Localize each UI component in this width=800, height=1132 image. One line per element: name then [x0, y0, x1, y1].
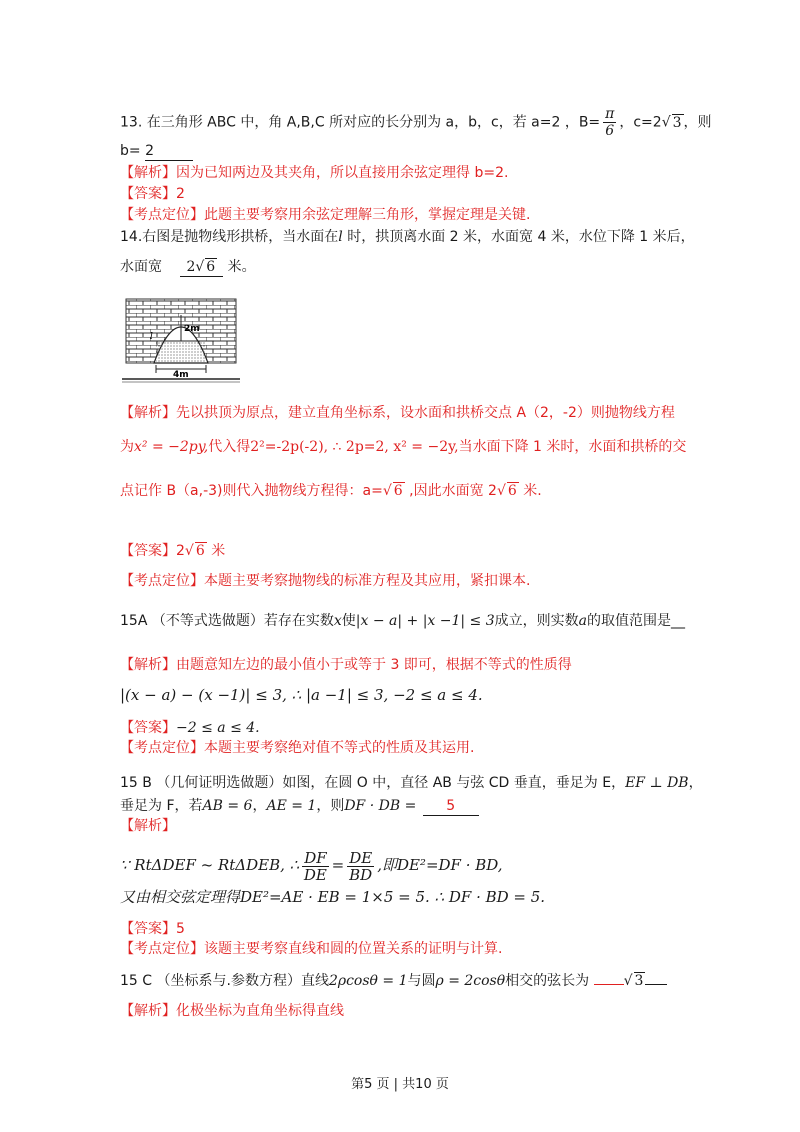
- label-4m: 4m: [173, 370, 189, 380]
- q15b-stem-2: 垂足为 F，若AB = 6，AE = 1，则DF · DB = 5: [120, 795, 479, 817]
- fraction-de-bd: $\frac{DE}{BD}$: [349, 848, 373, 884]
- q14-jiexi-3: 点记作 B（a,-3)则代入抛物线方程得：a=√ 6 ,因此水面宽 2√ 6 米.: [120, 483, 542, 499]
- q15a-kaodian: 【考点定位】本题主要考察绝对值不等式的性质及其运用.: [120, 740, 475, 756]
- q14-jiexi-2: 为x² = −2py,代入得2²=-2p(-2), ∴ 2p=2, x² = −2y,当水面下降 1 米时，水面和拱桥的交: [120, 439, 687, 455]
- q15b-jiexi: 【解析】: [120, 818, 176, 834]
- q13-answer-line: b= 2: [120, 140, 193, 162]
- q14-jiexi-1: 【解析】先以拱顶为原点，建立直角坐标系，设水面和拱桥交点 A（2，-2）则抛物线方程: [120, 405, 675, 421]
- q14-daan: 【答案】2√ 6 米: [120, 543, 226, 559]
- q15a-jiexi: 【解析】由题意知左边的最小值小于或等于 3 即可，根据不等式的性质得: [120, 657, 572, 673]
- label-2m: 2m: [184, 324, 200, 334]
- q14-stem-1: 14.右图是抛物线形拱桥，当水面在l 时，拱顶离水面 2 米，水面宽 4 米，水位下降 1 米后，: [120, 229, 695, 245]
- sqrt-symbol: √: [661, 114, 671, 131]
- sqrt-symbol: √: [195, 259, 205, 275]
- q14-kaodian: 【考点定位】本题主要考察抛物线的标准方程及其应用，紧扣课本.: [120, 573, 531, 589]
- q15c-blank-right: [645, 984, 667, 985]
- q15a-daan: 【答案】−2 ≤ a ≤ 4.: [120, 720, 260, 736]
- q15c-stem: 15 C （坐标系与.参数方程）直线2ρcosθ = 1与圆ρ = 2cosθ相交的弦长为 √ 3: [120, 970, 667, 992]
- q15b-daan: 【答案】5: [120, 921, 185, 937]
- sqrt-symbol: √: [382, 483, 392, 499]
- q13-stem: 13. 在三角形 ABC 中，角 A,B,C 所对应的长分别为 a，b，c，若 a=2 ，B= $\frac{\pi}{6}$ ，c=2√ 3 ，则: [120, 106, 712, 139]
- q15b-eq-1: ∵ RtΔDEF ~ RtΔDEB, ∴ $\frac{DF}{DE}$ = $\frac{DE}{BD}$ ,即DE²=DF · BD,: [120, 848, 503, 884]
- sqrt-symbol: √: [184, 543, 194, 559]
- q13-daan: 【答案】2: [120, 186, 185, 202]
- q13-kaodian: 【考点定位】此题主要考察用余弦定理解三角形，掌握定理是关键.: [120, 207, 531, 223]
- q15c-blank-left: [594, 984, 624, 985]
- q15a-stem: 15A （不等式选做题）若存在实数x使|x − a| + |x −1| ≤ 3成立，则实数a的取值范围是__: [120, 613, 686, 629]
- fraction-df-de: $\frac{DF}{DE}$: [303, 848, 327, 884]
- q15c-jiexi: 【解析】化极坐标为直角坐标得直线: [120, 1003, 344, 1019]
- sqrt-symbol: √: [623, 973, 633, 989]
- q14-blank: 2√ 6: [180, 258, 223, 277]
- q15a-equation: |(x − a) − (x −1)| ≤ 3, ∴ |a −1| ≤ 3, −2 ≤ a ≤ 4.: [120, 686, 483, 704]
- page-footer: 第5 页 | 共10 页: [351, 1077, 449, 1092]
- arch-bridge-figure: [122, 297, 240, 383]
- q15b-kaodian: 【考点定位】该题主要考察直线和圆的位置关系的证明与计算.: [120, 941, 503, 957]
- sqrt-symbol: √: [496, 483, 506, 499]
- pi-over-6: $\frac{\pi}{6}$: [605, 106, 615, 139]
- q14-stem-2: 水面宽 2√ 6 米。: [120, 259, 256, 275]
- q15b-eq-2: 又由相交弦定理得DE²=AE · EB = 1×5 = 5. ∴ DF · BD = 5.: [120, 888, 546, 906]
- q13-jiexi: 【解析】因为已知两边及其夹角，所以直接用余弦定理得 b=2.: [120, 165, 509, 181]
- q15b-blank: 5: [423, 797, 479, 816]
- q15b-stem-1: 15 B （几何证明选做题）如图，在圆 O 中，直径 AB 与弦 CD 垂直，垂足为 E，EF ⊥ DB，: [120, 775, 703, 791]
- label-l: l: [150, 332, 153, 342]
- q13-blank: 2: [145, 142, 193, 161]
